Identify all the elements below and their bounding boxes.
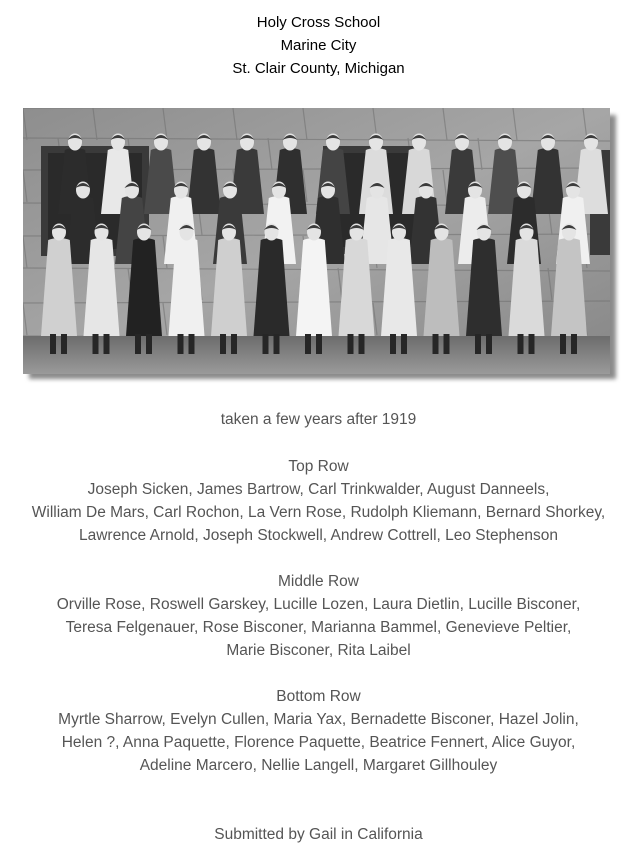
middle-row-heading: Middle Row: [278, 573, 359, 590]
student-legs: [359, 334, 365, 354]
student-legs: [61, 334, 67, 354]
student-legs: [178, 334, 184, 354]
bottom-row-section: [0, 685, 637, 777]
bottom-row-names-line: Myrtle Sharrow, Evelyn Cullen, Maria Yax, Bernadette Bisconer, Hazel Jolin,: [58, 711, 579, 728]
middle-row-names-line: Marie Bisconer, Rita Laibel: [226, 642, 411, 659]
school-name: Holy Cross School: [256, 14, 381, 31]
student-legs: [444, 334, 450, 354]
submitted-by: Submitted by Gail in California: [214, 826, 423, 843]
middle-row-names-line: Orville Rose, Roswell Garskey, Lucille Lozen, Laura Dietlin, Lucille Bisconer,: [56, 596, 581, 613]
top-row-names-line: Lawrence Arnold, Joseph Stockwell, Andrew Cottrell, Leo Stephenson: [78, 527, 559, 544]
student-legs: [316, 334, 322, 354]
top-row-section: [0, 455, 637, 547]
top-row-names-line: William De Mars, Carl Rochon, La Vern Rose, Rudolph Kliemann, Bernard Shorkey,: [31, 504, 606, 521]
class-photo-image: [23, 108, 610, 374]
page-header: [0, 11, 637, 80]
student-legs: [104, 334, 110, 354]
student-legs: [305, 334, 311, 354]
student-legs: [135, 334, 141, 354]
student-legs: [50, 334, 56, 354]
top-row-names-line: Joseph Sicken, James Bartrow, Carl Trinkwalder, August Danneels,: [87, 481, 550, 498]
bottom-row-heading: Bottom Row: [276, 688, 361, 705]
student-legs: [146, 334, 152, 354]
student-legs: [401, 334, 407, 354]
middle-row-names-line: Teresa Felgenauer, Rose Bisconer, Marianna Bammel, Genevieve Peltier,: [65, 619, 572, 636]
student-legs: [529, 334, 535, 354]
county-name: St. Clair County, Michigan: [232, 60, 405, 77]
student-legs: [486, 334, 492, 354]
class-photo: [23, 108, 610, 374]
student-legs: [518, 334, 524, 354]
student-legs: [263, 334, 269, 354]
taken-note: taken a few years after 1919: [220, 411, 417, 428]
student-legs: [390, 334, 396, 354]
bottom-row-names-line: Helen ?, Anna Paquette, Florence Paquette, Beatrice Fennert, Alice Guyor,: [61, 734, 576, 751]
student-legs: [274, 334, 280, 354]
top-row-heading: Top Row: [288, 458, 349, 475]
student-legs: [220, 334, 226, 354]
city-name: Marine City: [280, 37, 357, 54]
student-legs: [433, 334, 439, 354]
student-legs: [571, 334, 577, 354]
student-legs: [348, 334, 354, 354]
student-legs: [231, 334, 237, 354]
student-legs: [93, 334, 99, 354]
bottom-row-names-line: Adeline Marcero, Nellie Langell, Margaret Gillhouley: [139, 757, 498, 774]
student-legs: [189, 334, 195, 354]
student-legs: [475, 334, 481, 354]
student-legs: [560, 334, 566, 354]
middle-row-section: [0, 570, 637, 662]
